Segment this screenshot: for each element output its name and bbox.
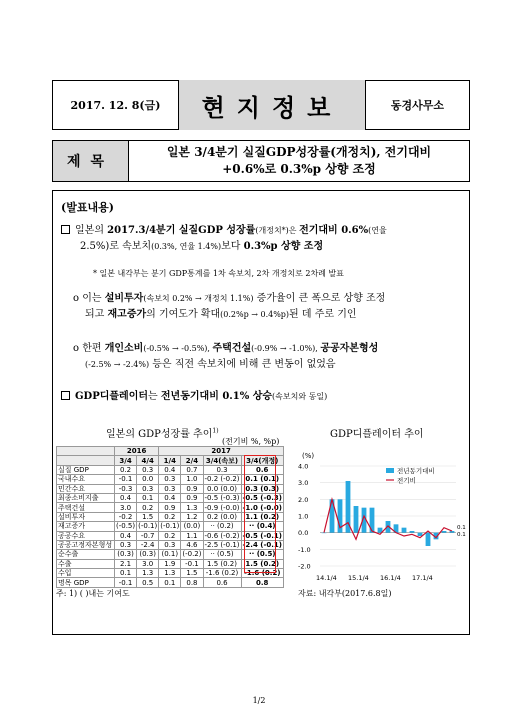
section-heading: (발표내용) — [61, 201, 114, 214]
year-cell: 2017 — [159, 447, 284, 456]
table-cell: 0.3 — [203, 465, 241, 474]
table-cell: 1.0 — [181, 475, 203, 484]
bar — [322, 533, 327, 534]
table-cell: -0.1 — [115, 475, 137, 484]
table-cell: 0.8 — [241, 578, 283, 587]
x-tick-label: 15.1/4 — [348, 574, 369, 582]
y-unit: (%) — [302, 452, 315, 460]
table-cell: (0.0) — [181, 522, 203, 531]
bar — [410, 531, 415, 533]
table-cell: ·· (0.5) — [241, 550, 283, 559]
row-label: 공공수요 — [57, 531, 115, 540]
note-text: * 일본 내각부는 분기 GDP통계를 1차 속보치, 2차 개정치로 2차례 발표 — [93, 269, 344, 278]
paragraph-4: GDP디플레이터는 전년동기대비 0.1% 상승(속보치와 동일) — [61, 389, 466, 405]
y-tick-label: -1.0 — [298, 545, 311, 554]
bar — [450, 531, 455, 533]
table-cell: 0.9 — [181, 484, 203, 493]
table-cell: -2.5 (-0.1) — [204, 541, 240, 550]
quarter-cell: 3/4 — [115, 456, 137, 465]
row-label: 국내수요 — [57, 475, 115, 484]
table-cell: 0.2 — [115, 465, 137, 474]
table-cell: (-0.1) — [160, 522, 180, 531]
table-cell: (0.3) — [115, 550, 137, 559]
table-cell: 1.9 — [159, 559, 181, 568]
y-tick-label: 0.0 — [298, 529, 309, 538]
table-cell: (-0.5) — [116, 522, 136, 531]
table-cell: 0.3 — [159, 540, 181, 549]
year-cell: 2016 — [115, 447, 159, 456]
table-cell: 1.3 — [181, 503, 203, 512]
table-cell: -1.6 (0.2) — [241, 569, 283, 578]
table-cell: 0.3 — [115, 540, 137, 549]
table-cell: 1.5 — [181, 569, 203, 578]
paragraph-3: o 한편 개인소비(-0.5% → -0.5%), 주택건설(-0.9% → -1.0%), 공공자본형성 (-2.5% → -2.4%) 등은 직전 속보치에 비해 큰 변동이 없었음 — [73, 343, 379, 370]
row-label: 설비투자 — [57, 512, 115, 521]
table-cell: 0.9 — [181, 493, 203, 502]
y-tick-label: 1.0 — [298, 512, 309, 521]
table-cell: -0.5 (-0.3) — [242, 494, 282, 503]
table-cell: 0.3 — [159, 484, 181, 493]
table-cell: 0.1 — [115, 569, 137, 578]
table-cell: 1.5 (0.2) — [241, 559, 283, 568]
bar — [426, 533, 431, 546]
square-bullet-icon — [61, 391, 70, 400]
end-label: 0.1 — [457, 525, 466, 531]
quarter-cell: 2/4 — [181, 456, 203, 465]
header-box — [52, 80, 470, 130]
table-cell: -2.4 (-0.1) — [242, 541, 282, 550]
table-cell: -0.5 (-0.3) — [204, 494, 240, 503]
table-cell: 1.5 — [137, 512, 159, 521]
table-cell: 1.3 — [159, 569, 181, 578]
table-cell: 0.4 — [159, 465, 181, 474]
table-cell: 0.1 — [159, 578, 181, 587]
row-label: 최종소비지출 — [57, 493, 115, 502]
row-label: 재고증가 — [57, 522, 115, 531]
table-cell: (-0.1) — [138, 522, 158, 531]
quarter-corner-cell — [57, 456, 115, 465]
table-cell: 0.3 (0.3) — [241, 484, 283, 493]
quarter-cell: 1/4 — [159, 456, 181, 465]
quarter-cell: 3/4(속보) — [203, 456, 241, 465]
table-cell: -0.1 — [115, 578, 137, 587]
table-cell: -0.6 (-0.2) — [204, 531, 240, 540]
x-tick-label: 14.1/4 — [316, 574, 337, 582]
table-cell: 0.0 — [137, 475, 159, 484]
table-cell: 0.3 — [159, 475, 181, 484]
row-label: 수입 — [57, 569, 115, 578]
table-cell: (0.3) — [137, 550, 159, 559]
legend-label: 전년동기대비 — [397, 467, 435, 475]
row-label: 주택건설 — [57, 503, 115, 512]
table-cell: 0.7 — [181, 465, 203, 474]
y-tick-label: 4.0 — [298, 462, 309, 471]
table-cell: -0.1 — [181, 559, 203, 568]
row-label: 순수출 — [57, 550, 115, 559]
table-cell: 0.4 — [159, 493, 181, 502]
subject-line-1: 일본 3/4분기 실질GDP성장률(개정치), 전기대비 — [166, 145, 432, 159]
page-number: 1/2 — [252, 696, 266, 705]
table-cell: 0.9 — [159, 503, 181, 512]
subject-line-2: +0.6%로 0.3%p 상향 조정 — [222, 162, 376, 176]
table-footnote: 주: 1) ( )내는 기여도 — [56, 589, 130, 598]
table-cell: -0.2 (-0.2) — [204, 475, 240, 484]
table-cell: 0.2 — [137, 503, 159, 512]
table-cell: 0.3 — [137, 484, 159, 493]
office-name: 동경사무소 — [390, 99, 445, 112]
table-cell: -0.2 — [115, 512, 137, 521]
y-tick-label: 2.0 — [298, 495, 309, 504]
y-tick-label: -2.0 — [298, 562, 311, 571]
table-cell: 0.2 — [159, 531, 181, 540]
table-cell: 1.2 — [181, 512, 203, 521]
table-cell: -1.6 (0.2) — [203, 569, 241, 578]
highlight-box — [244, 455, 276, 573]
end-label: 0.1 — [457, 532, 466, 538]
table-cell: 0.4 — [115, 493, 137, 502]
quarter-cell: 3/4(개정) — [241, 456, 283, 465]
table-cell: 1.1 (0.2) — [241, 512, 283, 521]
legend-label: 전기비 — [397, 476, 416, 485]
table-cell: 0.6 — [203, 578, 241, 587]
bar — [442, 531, 447, 533]
table-cell: -0.5 (-0.1) — [242, 531, 282, 540]
table-cell: (0.1) — [159, 550, 181, 559]
page-title: 현지정보 — [178, 80, 366, 130]
table-cell: 0.0 (0.0) — [203, 484, 241, 493]
table-title: 일본의 GDP성장률 추이$^{1)}$ — [106, 427, 219, 440]
x-tick-label: 16.1/4 — [380, 574, 401, 582]
table-cell: 0.1 — [137, 493, 159, 502]
table-unit: (전기비 %, %p) — [222, 437, 280, 446]
table-cell: 0.3 — [137, 465, 159, 474]
table-cell: 1.5 (0.2) — [203, 559, 241, 568]
table-cell: ·· (0.5) — [203, 550, 241, 559]
row-label: 실질 GDP — [57, 465, 115, 474]
table-cell: -0.7 — [137, 531, 159, 540]
table-cell: 4.6 — [181, 540, 203, 549]
paragraph-2: o 이는 설비투자(속보치 0.2% → 개정치 1.1%) 증가율이 큰 폭으로 상향 조정 되고 재고증가의 기여도가 확대(0.2%p → 0.4%p)된 데 주로 기인 — [73, 293, 386, 320]
deflator-chart — [296, 446, 470, 586]
quarter-cell: 4/4 — [137, 456, 159, 465]
table-cell: 2.1 — [115, 559, 137, 568]
y-tick-label: 3.0 — [298, 479, 309, 488]
table-cell: 1.1 — [181, 531, 203, 540]
paragraph-1: 일본의 2017.3/4분기 실질GDP 성장률(개정치*)은 전기대비 0.6%(연율 2.5%)로 속보치(0.3%, 연율 1.4%)보다 0.3%p 상향 조정 — [61, 223, 466, 255]
table-cell: 1.3 — [137, 569, 159, 578]
table-cell: -2.4 — [137, 540, 159, 549]
x-tick-label: 17.1/4 — [412, 574, 433, 582]
table-cell: -1.0 (-0.0) — [242, 503, 282, 512]
table-cell: 3.0 — [115, 503, 137, 512]
subject-text — [129, 141, 469, 181]
subject-box — [52, 140, 470, 182]
row-label: 수출 — [57, 559, 115, 568]
chart-title: GDP디플레이터 추이 — [330, 429, 424, 440]
table-cell: 0.1 (0.1) — [241, 475, 283, 484]
subject-label: 제목 — [53, 141, 129, 181]
table-cell: (-0.2) — [182, 550, 202, 559]
table-cell: 0.2 — [159, 512, 181, 521]
table-cell: 0.4 — [115, 531, 137, 540]
table-cell: -0.9 (-0.0) — [204, 503, 240, 512]
table-cell: ·· (0.4) — [241, 522, 283, 531]
table-row — [57, 578, 284, 587]
table-cell: -0.3 — [115, 484, 137, 493]
source-note: 자료: 내각부(2017.6.8일) — [298, 589, 392, 598]
table-cell: 0.2 (0.0) — [203, 512, 241, 521]
row-label: 명목 GDP — [57, 578, 115, 587]
report-date: 2017. 12. 8(금) — [70, 99, 161, 112]
table-cell: 3.0 — [137, 559, 159, 568]
table-cell: 0.5 — [137, 578, 159, 587]
line-series — [324, 499, 452, 539]
table-cell: 0.6 — [241, 465, 283, 474]
row-label: 공공고정자본형성 — [57, 540, 115, 549]
table-cell: 0.8 — [181, 578, 203, 587]
square-bullet-icon — [61, 225, 70, 234]
year-corner-cell — [57, 447, 115, 456]
table-cell: ·· (0.2) — [203, 522, 241, 531]
legend-swatch-bar — [386, 468, 394, 473]
bar — [402, 528, 407, 533]
row-label: 민간수요 — [57, 484, 115, 493]
bar — [354, 506, 359, 533]
